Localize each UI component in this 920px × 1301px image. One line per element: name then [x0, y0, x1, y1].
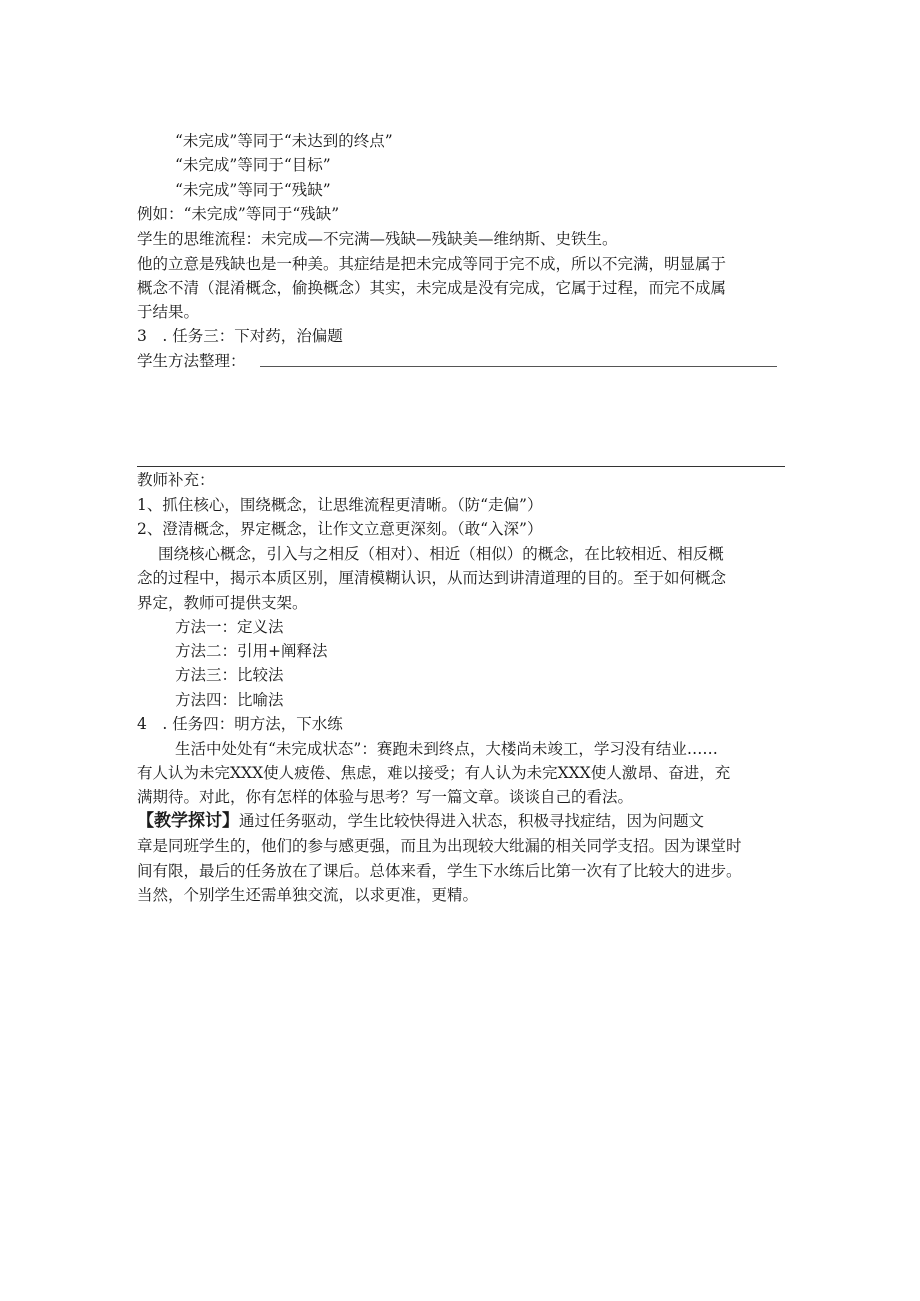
- text-line: [137, 810, 704, 832]
- text-line: 学生的思维流程：未完成—不完满—残缺—残缺美—维纳斯、史铁生。: [137, 230, 618, 248]
- text-line: “未完成”等同于“目标”: [175, 156, 331, 174]
- text-line: 例如：“未完成”等同于“残缺”: [137, 205, 340, 223]
- text-line: 当然，个别学生还需单独交流，以求更准，更精。: [137, 886, 479, 904]
- section-divider: [137, 466, 785, 467]
- text-line: 2、澄清概念，界定概念，让作文立意更深刻。（敢“入深”）: [137, 520, 543, 538]
- text-line: 学生方法整理：: [137, 352, 246, 370]
- text-line: 满期待。对此，你有怎样的体验与思考？写一篇文章。谈谈自己的看法。: [137, 788, 634, 806]
- text-line: 方法二：引用+阐释法: [175, 642, 328, 660]
- text-line: 有人认为未完XXX使人疲倦、焦虑，难以接受；有人认为未完XXX使人激昂、奋进，充: [137, 764, 731, 782]
- text-line: 概念不清（混淆概念，偷换概念）其实，未完成是没有完成，它属于过程，而完不成属: [137, 279, 727, 297]
- text-line: 章是同班学生的，他们的参与感更强，而且为出现较大纰漏的相关同学支招。因为课堂时: [137, 837, 742, 855]
- answer-blank-line: [260, 366, 777, 367]
- text-line: 界定，教师可提供支架。: [137, 594, 308, 612]
- text-line: “未完成”等同于“残缺”: [175, 181, 331, 199]
- text-line: 围绕核心概念，引入与之相反（相对）、相近（相似）的概念，在比较相近、相反概: [158, 545, 724, 563]
- text-span: 通过任务驱动，学生比较快得进入状态，积极寻找症结，因为问题文: [239, 812, 705, 830]
- text-line: 1、抓住核心，围绕概念，让思维流程更清晰。（防“走偏”）: [137, 496, 543, 514]
- text-line: 方法一：定义法: [175, 618, 284, 636]
- text-line: 间有限，最后的任务放在了课后。总体来看，学生下水练后比第一次有了比较大的进步。: [137, 862, 742, 880]
- section-heading: 3 . 任务三：下对药，治偏题: [137, 327, 343, 345]
- text-line: 教师补充：: [137, 471, 215, 489]
- section-heading: 4 . 任务四：明方法，下水练: [137, 715, 343, 733]
- text-line: “未完成”等同于“未达到的终点”: [175, 132, 393, 150]
- text-line: 念的过程中，揭示本质区别，厘清模糊认识，从而达到讲清道理的目的。至于如何概念: [137, 569, 727, 587]
- text-line: 他的立意是残缺也是一种美。其症结是把未完成等同于完不成，所以不完满，明显属于: [137, 255, 727, 273]
- text-line: 生活中处处有“未完成状态”：赛跑未到终点，大楼尚未竣工，学习没有结业……: [175, 740, 718, 758]
- discussion-heading: 【教学探讨】: [137, 811, 239, 831]
- text-line: 方法三：比较法: [175, 666, 284, 684]
- text-line: 于结果。: [137, 303, 200, 321]
- text-line: 方法四：比喻法: [175, 691, 284, 709]
